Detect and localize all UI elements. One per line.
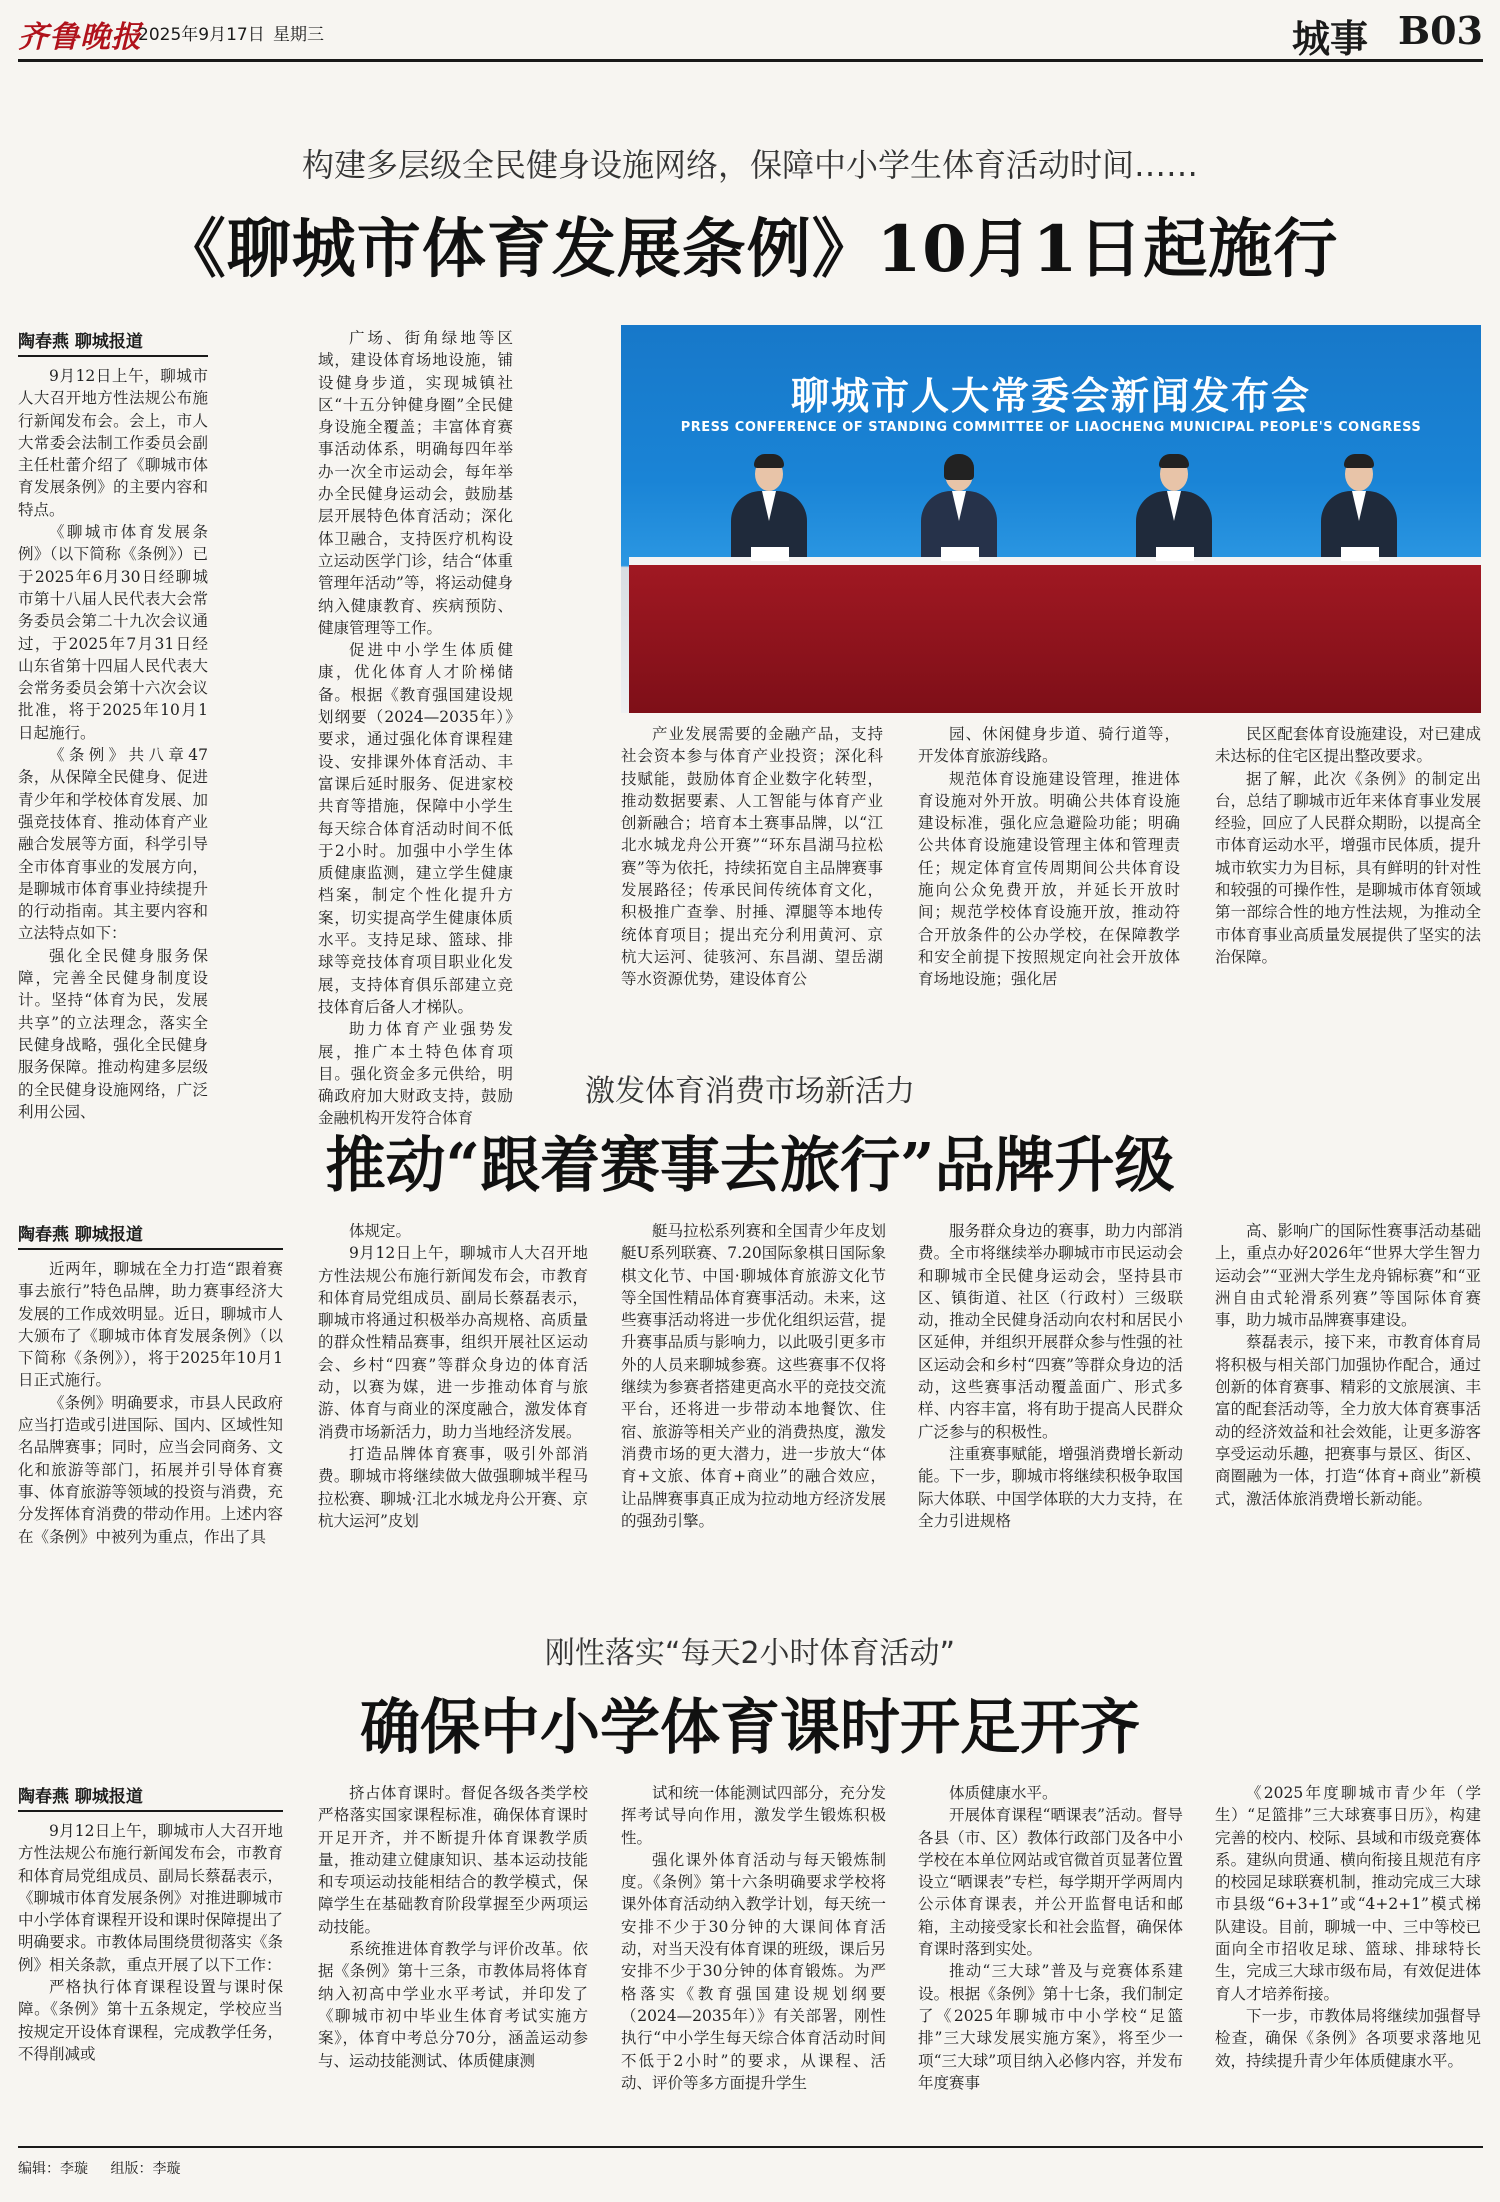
name-placard bbox=[941, 547, 979, 561]
name-placard bbox=[1156, 547, 1194, 561]
article2-column-4 bbox=[918, 1220, 1183, 1598]
article1-column-1 bbox=[18, 365, 208, 1121]
layout-credit: 组版：李璇 bbox=[110, 2161, 181, 2177]
press-conference-photo bbox=[621, 325, 1481, 713]
article3-column-2 bbox=[318, 1782, 588, 2140]
article2-column-1 bbox=[18, 1258, 283, 1598]
paragraph: 体规定。 bbox=[349, 1222, 412, 1240]
article1-column-4 bbox=[918, 723, 1180, 1030]
article2-column-3 bbox=[621, 1220, 886, 1598]
issue-weekday: 星期三 bbox=[273, 25, 324, 45]
paragraph: 园、休闲健身步道、骑行道等，开发体育旅游线路。 bbox=[918, 725, 1180, 766]
newspaper-logo: 齐鲁晚报 bbox=[18, 20, 142, 55]
paragraph: 试和统一体能测试四部分，充分发挥考试导向作用，激发学生锻炼积极性。 bbox=[621, 1784, 886, 1847]
paragraph: 产业发展需要的金融产品，支持社会资本参与体育产业投资；深化科技赋能，鼓励体育企业数字化转型，推动数据要素、人工智能与体育产业创新融合；培育本土赛事品牌，以“江北水城龙舟公开赛”“环东昌湖马拉松赛”等为依托，持续拓宽自主品牌赛事发展路径；传承民间传统体育文化，积极推广查拳、肘捶、潭腿等本地传统体育项目；提出充分利用黄河、京杭大运河、徒骇河、东昌湖、望岳湖等水资源优势，建设体育公 bbox=[621, 725, 883, 989]
page-footer bbox=[18, 2146, 1483, 2178]
paragraph: 助力体育产业强势发展，推广本土特色体育项目。强化资金多元供给，明确政府加大财政支持，鼓励金融机构开发符合体育 bbox=[318, 1020, 513, 1128]
paragraph: 强化全民健身服务保障，完善全民健身制度设计。坚持“体育为民，发展共享”的立法理念，落实全民健身战略，强化全民健身服务保障。推动构建多层级的全民健身设施网络，广泛利用公园、 bbox=[18, 946, 208, 1121]
article3-headline: 确保中小学体育课时开足开齐 bbox=[360, 1693, 1140, 1763]
paragraph: 艇马拉松系列赛和全国青少年皮划艇U系列联赛、7.20国际象棋日国际象棋文化节、中国·聊城体育旅游文化节等全国性精品体育赛事活动。未来，这些赛事活动将进一步优化组织运营，提升赛事品质与影响力，以此吸引更多市外的人员来聊城参赛。这些赛事不仅将继续为参赛者搭建更高水平的竞技交流平台，还将进一步带动本地餐饮、住宿、旅游等相关产业的消费热度，激发消费市场的更大潜力，进一步放大“体育+文旅、体育+商业”的融合效应，让品牌赛事真正成为拉动地方经济发展的强劲引擎。 bbox=[621, 1222, 886, 1530]
name-placard bbox=[751, 547, 789, 561]
paragraph: 《条例》明确要求，市县人民政府应当打造或引进国际、国内、区域性知名品牌赛事；同时，应当会同商务、文化和旅游等部门，拓展并引导体育赛事、体育旅游等领域的投资与消费，充分发挥体育消费的带动作用。上述内容在《条例》中被列为重点，作出了具 bbox=[18, 1393, 283, 1546]
paragraph: 严格执行体育课程设置与课时保障。《条例》第十五条规定，学校应当按规定开设体育课程，完成教学任务，不得削减或 bbox=[18, 1978, 283, 2063]
paragraph: 规范体育设施建设管理，推进体育设施对外开放。明确公共体育设施建设标准，强化应急避险功能；明确公共体育设施建设管理主体和管理责任；规定体育宣传周期间公共体育设施向公众免费开放，并延长开放时间；规范学校体育设施开放，推动符合开放条件的公办学校，在保障教学和安全前提下按照规定向社会开放体育场地设施；强化居 bbox=[918, 769, 1180, 989]
article3-column-1 bbox=[18, 1820, 283, 2140]
paragraph: 注重赛事赋能，增强消费增长新动能。下一步，聊城市将继续积极争取国际大体联、中国学体联的大力支持，在全力引进规格 bbox=[918, 1444, 1183, 1530]
paragraph: 《条例》共八章47条，从保障全民健身、促进青少年和学校体育发展、加强竞技体育、推动体育产业融合发展等方面，科学引导全市体育事业的发展方向，是聊城市体育事业持续提升的行动指南。其主要内容和立法特点如下： bbox=[18, 746, 208, 943]
paragraph: 9月12日上午，聊城市人大召开地方性法规公布施行新闻发布会，市教育和体育局党组成员、副局长蔡磊表示，《聊城市体育发展条例》对推进聊城市中小学体育课程开设和课时保障提出了明确要求。市教体局围绕贯彻落实《条例》相关条款，重点开展了以下工作： bbox=[18, 1822, 283, 1974]
article2-column-2 bbox=[318, 1220, 588, 1598]
photo-banner-english: PRESS CONFERENCE OF STANDING COMMITTEE OF LIAOCHENG MUNICIPAL PEOPLE'S CONGRESS bbox=[680, 420, 1422, 435]
article1-column-2 bbox=[318, 327, 513, 1128]
paragraph: 近两年，聊城在全力打造“跟着赛事去旅行”特色品牌，助力赛事经济大发展的工作成效明显。近日，聊城市人大颁布了《聊城市体育发展条例》（以下简称《条例》），将于2025年10月1日正式施行。 bbox=[18, 1260, 283, 1390]
article2-column-5 bbox=[1215, 1220, 1481, 1598]
paragraph: 民区配套体育设施建设，对已建成未达标的住宅区提出整改要求。 bbox=[1215, 725, 1481, 766]
paragraph: 挤占体育课时。督促各级各类学校严格落实国家课程标准，确保体育课时开足开齐，并不断提升体育课教学质量，推动建立健康知识、基本运动技能和专项运动技能相结合的教学模式，保障学生在基础教育阶段掌握至少两项运动技能。 bbox=[318, 1784, 588, 1936]
article3-column-4 bbox=[918, 1782, 1183, 2140]
article3-kicker: 刚性落实“每天2小时体育活动” bbox=[544, 1636, 956, 1671]
editor-credit: 编辑：李璇 bbox=[18, 2161, 88, 2177]
article1-byline: 陶春燕 聊城报道 bbox=[18, 327, 208, 357]
paragraph: 高、影响广的国际性赛事活动基础上，重点办好2026年“世界大学生智力运动会”“亚洲大学生龙舟锦标赛”和“亚洲自由式轮滑系列赛”等国际体育赛事，助力城市品牌赛事建设。 bbox=[1215, 1222, 1481, 1330]
article1-kicker: 构建多层级全民健身设施网络，保障中小学生体育活动时间…… bbox=[301, 146, 1198, 184]
paragraph: 促进中小学生体质健康，优化体育人才阶梯储备。根据《教育强国建设规划纲要（2024—2035年）》要求，通过强化体育课程建设、安排课外体育活动、丰富课后延时服务、促进家校共育等措施，保障中小学生每天综合体育活动时间不低于2小时。加强中小学生体质健康监测，建立学生健康档案，制定个性化提升方案，切实提高学生健康体质水平。支持足球、篮球、排球等竞技体育项目职业化发展，支持体育俱乐部建立竞技体育后备人才梯队。 bbox=[318, 641, 513, 1016]
paragraph: 广场、街角绿地等区域，建设体育场地设施，铺设健身步道，实现城镇社区“十五分钟健身圈”全民健身设施全覆盖；丰富体育赛事活动体系，明确每四年举办一次全市运动会，每年举办全民健身运动会，鼓励基层开展特色体育活动；深化体卫融合，支持医疗机构设立运动医学门诊，结合“体重管理年活动”等，将运动健身纳入健康教育、疾病预防、健康管理等工作。 bbox=[318, 329, 513, 637]
paragraph: 蔡磊表示，接下来，市教育体育局将积极与相关部门加强协作配合，通过创新的体育赛事、精彩的文旅展演、丰富的配套活动等，全力放大体育赛事活动的经济效益和社会效能，让更多游客享受运动乐趣，把赛事与景区、街区、商圈融为一体，打造“体育+商业”新模式，激活体旅消费增长新动能。 bbox=[1215, 1333, 1481, 1508]
paragraph: 体质健康水平。 bbox=[949, 1784, 1058, 1802]
paragraph: 打造品牌体育赛事，吸引外部消费。聊城市将继续做大做强聊城半程马拉松赛、聊城·江北水城龙舟公开赛、京杭大运河”皮划 bbox=[318, 1444, 588, 1530]
article2-kicker: 激发体育消费市场新活力 bbox=[585, 1074, 915, 1109]
paragraph: 9月12日上午，聊城市人大召开地方性法规公布施行新闻发布会，市教育和体育局党组成员、副局长蔡磊表示，聊城市将通过积极举办高规格、高质量的群众性精品赛事，组织开展社区运动会、乡村“四赛”等群众身边的体育活动，以赛为媒，进一步推动体育与旅游、体育与商业的深度融合，激发体育消费市场新活力，助力当地经济发展。 bbox=[318, 1244, 588, 1441]
paragraph: 开展体育课程“晒课表”活动。督导各县（市、区）教体行政部门及各中小学校在本单位网站或官微首页显著位置设立“晒课表”专栏，每学期开学两周内公示体育课表，并公开监督电话和邮箱，主动接受家长和社会监督，确保体育课时落到实处。 bbox=[918, 1806, 1183, 1959]
paragraph: 服务群众身边的赛事，助力内部消费。全市将继续举办聊城市市民运动会和聊城市全民健身运动会，坚持县市区、镇街道、社区（行政村）三级联动，推动全民健身活动向农村和居民小区延伸，并组织开展群众参与性强的社区运动会和乡村“四赛”等群众身边的活动，这些赛事活动覆盖面广、形式多样、内容丰富，将有助于提高人民群众广泛参与的积极性。 bbox=[918, 1222, 1183, 1441]
conference-table bbox=[629, 557, 1481, 713]
article1-column-3 bbox=[621, 723, 883, 1030]
paragraph: 《聊城市体育发展条例》（以下简称《条例》）已于2025年6月30日经聊城市第十八届人民代表大会常务委员会第二十九次会议通过，于2025年7月31日经山东省第十四届人民代表大会常务委员会第十六次会议批准，将于2025年10月1日起施行。 bbox=[18, 523, 208, 742]
paragraph: 《2025年度聊城市青少年（学生）“足篮排”三大球赛事日历》，构建完善的校内、校际、县域和市级竞赛体系。建纵向贯通、横向衔接且规范有序的校园足球联赛机制，推动完成三大球市县级“6+3+1”或“4+2+1”模式梯队建设。目前，聊城一中、三中等校已面向全市招收足球、篮球、排球特长生，完成三大球市级布局，有效促进体育人才培养衔接。 bbox=[1215, 1784, 1481, 2003]
name-placard bbox=[1341, 547, 1379, 561]
paragraph: 系统推进体育教学与评价改革。依据《条例》第十三条，市教体局将体育纳入初高中学业水平考试，并印发了《聊城市初中毕业生体育考试实施方案》，体育中考总分70分，涵盖运动参与、运动技能测试、体质健康测 bbox=[318, 1940, 588, 2070]
paragraph: 据了解，此次《条例》的制定出台，总结了聊城市近年来体育事业发展经验，回应了人民群众期盼，以提高全市体育运动水平，增强市民体质，提升城市软实力为目标，具有鲜明的针对性和较强的可操作性，是聊城市体育领域第一部综合性的地方性法规，为推动全市体育事业高质量发展提供了坚实的法治保障。 bbox=[1215, 769, 1481, 966]
photo-banner-chinese: 聊城市人大常委会新闻发布会 bbox=[790, 374, 1311, 418]
article3-column-5 bbox=[1215, 1782, 1481, 2140]
paragraph: 9月12日上午，聊城市人大召开地方性法规公布施行新闻发布会。会上，市人大常委会法制工作委员会副主任杜蕾介绍了《聊城市体育发展条例》的主要内容和特点。 bbox=[18, 367, 208, 519]
article3-byline: 陶春燕 聊城报道 bbox=[18, 1782, 283, 1812]
article1-column-5 bbox=[1215, 723, 1481, 1030]
paragraph: 下一步，市教体局将继续加强督导检查，确保《条例》各项要求落地见效，持续提升青少年体质健康水平。 bbox=[1215, 2006, 1481, 2070]
masthead bbox=[18, 0, 1483, 62]
paragraph: 推动“三大球”普及与竞赛体系建设。根据《条例》第十七条，我们制定了《2025年聊城市中小学校“足篮排”三大球发展实施方案》，将至少一项“三大球”项目纳入必修内容，并发布年度赛事 bbox=[918, 1962, 1183, 2092]
section-name: 城事 bbox=[1291, 16, 1368, 61]
paragraph: 强化课外体育活动与每天锻炼制度。《条例》第十六条明确要求学校将课外体育活动纳入教学计划，每天统一安排不少于30分钟的大课间体育活动，对当天没有体育课的班级，课后另安排不少于30分钟的体育锻炼。为严格落实《教育强国建设规划纲要（2024—2035年）》有关部署，刚性执行“中小学生每天综合体育活动时间不低于2小时”的要求，从课程、活动、评价等多方面提升学生 bbox=[621, 1850, 886, 2092]
article2-byline: 陶春燕 聊城报道 bbox=[18, 1220, 283, 1250]
article1-headline: 《聊城市体育发展条例》10月1日起施行 bbox=[161, 212, 1339, 287]
issue-date: 2025年9月17日 bbox=[138, 25, 265, 45]
article2-headline: 推动“跟着赛事去旅行”品牌升级 bbox=[325, 1131, 1175, 1201]
article3-column-3 bbox=[621, 1782, 886, 2140]
page-number: B03 bbox=[1398, 8, 1483, 53]
